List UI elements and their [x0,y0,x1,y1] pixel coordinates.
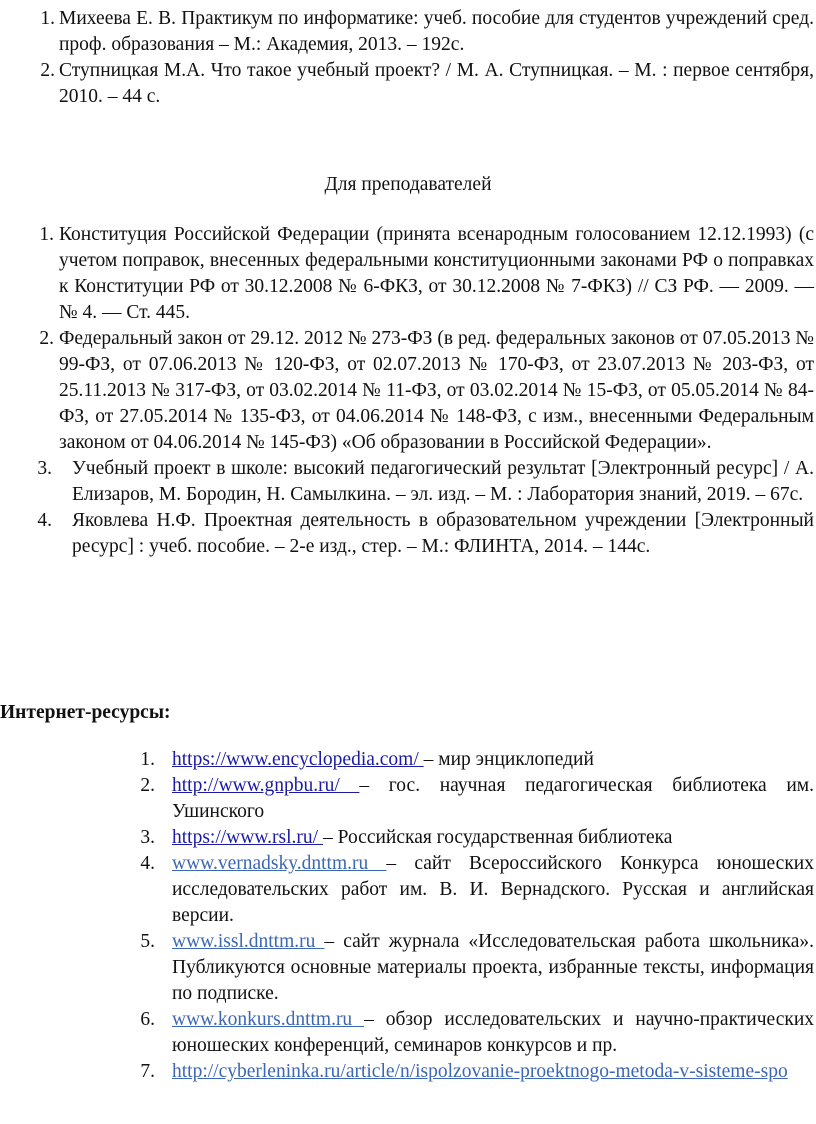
resource-link[interactable]: https://www.rsl.ru/ [172,827,323,848]
item-number: 1. [39,224,54,245]
resource-description: – сайт Всероссийского Конкурса юношеских исследовательских работ им. В. И. Вернадского. Русская и английская версии. [172,853,814,926]
resource-link[interactable]: http://cyberleninka.ru/article/n/ispolzovanie-proektnogo-metoda-v-sisteme-spo [172,1061,788,1082]
resource-item [128,773,814,825]
reference-text: Федеральный закон от 29.12. 2012 № 273-ФЗ (в ред. федеральных законов от 07.05.2013 № 99-ФЗ, от 07.06.2013 № 120-ФЗ, от 02.07.2013 № 170-ФЗ, от 23.07.2013 № 203-ФЗ, от 25.11.2013 № 317-ФЗ, от 03.02.2014 № 11-ФЗ, от 03.02.2014 № 15-ФЗ, от 05.05.2014 № 84-ФЗ, от 27.05.2014 № 135-ФЗ, от 04.06.2014 № 148-ФЗ, с изм., внесенными Федеральным законом от 04.06.2014 № 145-ФЗ) «Об образовании в Российской Федерации». [59,328,814,453]
resource-description: – гос. научная педагогическая библиотека им. Ушинского [172,775,815,822]
item-number: 1. [40,8,55,29]
resource-description: – Российская государственная библиотека [322,827,673,848]
resource-description: – обзор исследовательских и научно-практических юношеских конференций, семинаров конкурсов и пр. [172,1009,815,1056]
item-number: 6. [140,1009,155,1030]
item-number: 2. [40,60,55,81]
item-number: 3. [37,458,52,479]
resource-link[interactable]: www.vernadsky.dnttm.ru [172,853,387,874]
resource-link[interactable]: www.konkurs.dnttm.ru [172,1009,365,1030]
resource-item [128,851,814,929]
reference-item [28,6,814,58]
resource-link[interactable]: www.issl.dnttm.ru [172,931,325,952]
resource-link[interactable]: https://www.encyclopedia.com/ [172,749,424,770]
reference-item [28,222,814,326]
resource-item [128,929,814,1007]
reference-text: Конституция Российской Федерации (принята всенародным голосованием 12.12.1993) (с учетом поправок, внесенных федеральными конституционными законами РФ о поправках к Конституции РФ от 30.12.2008 № 6-ФКЗ, от 30.12.2008 № 7-ФКЗ) // СЗ РФ. — 2009. — № 4. — Ст. 445. [59,224,814,323]
students-reference-list [28,6,814,110]
resource-description: – мир энциклопедий [423,749,594,770]
resource-description: – сайт журнала «Исследовательская работа школьника». Публикуются основные материалы проекта, избранные тексты, информация по подписке. [172,931,815,1004]
item-number: 3. [140,827,155,848]
reference-item [28,508,814,560]
internet-resources-list [128,747,814,1085]
item-number: 4. [140,853,155,874]
reference-text: Учебный проект в школе: высокий педагогический результат [Электронный ресурс] / А. Елизаров, М. Бородин, Н. Самылкина. – эл. изд. – М. : Лаборатория знаний, 2019. – 67с. [72,458,814,505]
teachers-reference-list [28,222,814,560]
resource-item [128,1059,814,1085]
reference-text: Яковлева Н.Ф. Проектная деятельность в образовательном учреждении [Электронный ресурс] : учеб. пособие. – 2-е изд., стер. – М.: ФЛИНТА, 2014. – 144с. [72,510,814,557]
item-number: 2. [140,775,155,796]
item-number: 1. [140,749,155,770]
reference-item [28,456,814,508]
teachers-section-heading: Для преподавателей [324,174,492,195]
item-number: 7. [140,1061,155,1082]
reference-item [28,326,814,456]
resource-item [128,747,814,773]
resource-item [128,825,814,851]
resource-item [128,1007,814,1059]
item-number: 4. [37,510,52,531]
reference-text: Михеева Е. В. Практикум по информатике: учеб. пособие для студентов учреждений сред. проф. образования – М.: Академия, 2013. – 192с. [59,8,814,55]
item-number: 2. [39,328,54,349]
item-number: 5. [140,931,155,952]
internet-resources-heading: Интернет-ресурсы: [0,702,171,723]
reference-text: Ступницкая М.А. Что такое учебный проект? / М. А. Ступницкая. – М. : первое сентября, 2010. – 44 с. [59,60,814,107]
reference-item [28,58,814,110]
resource-link[interactable]: http://www.gnpbu.ru/ [172,775,360,796]
